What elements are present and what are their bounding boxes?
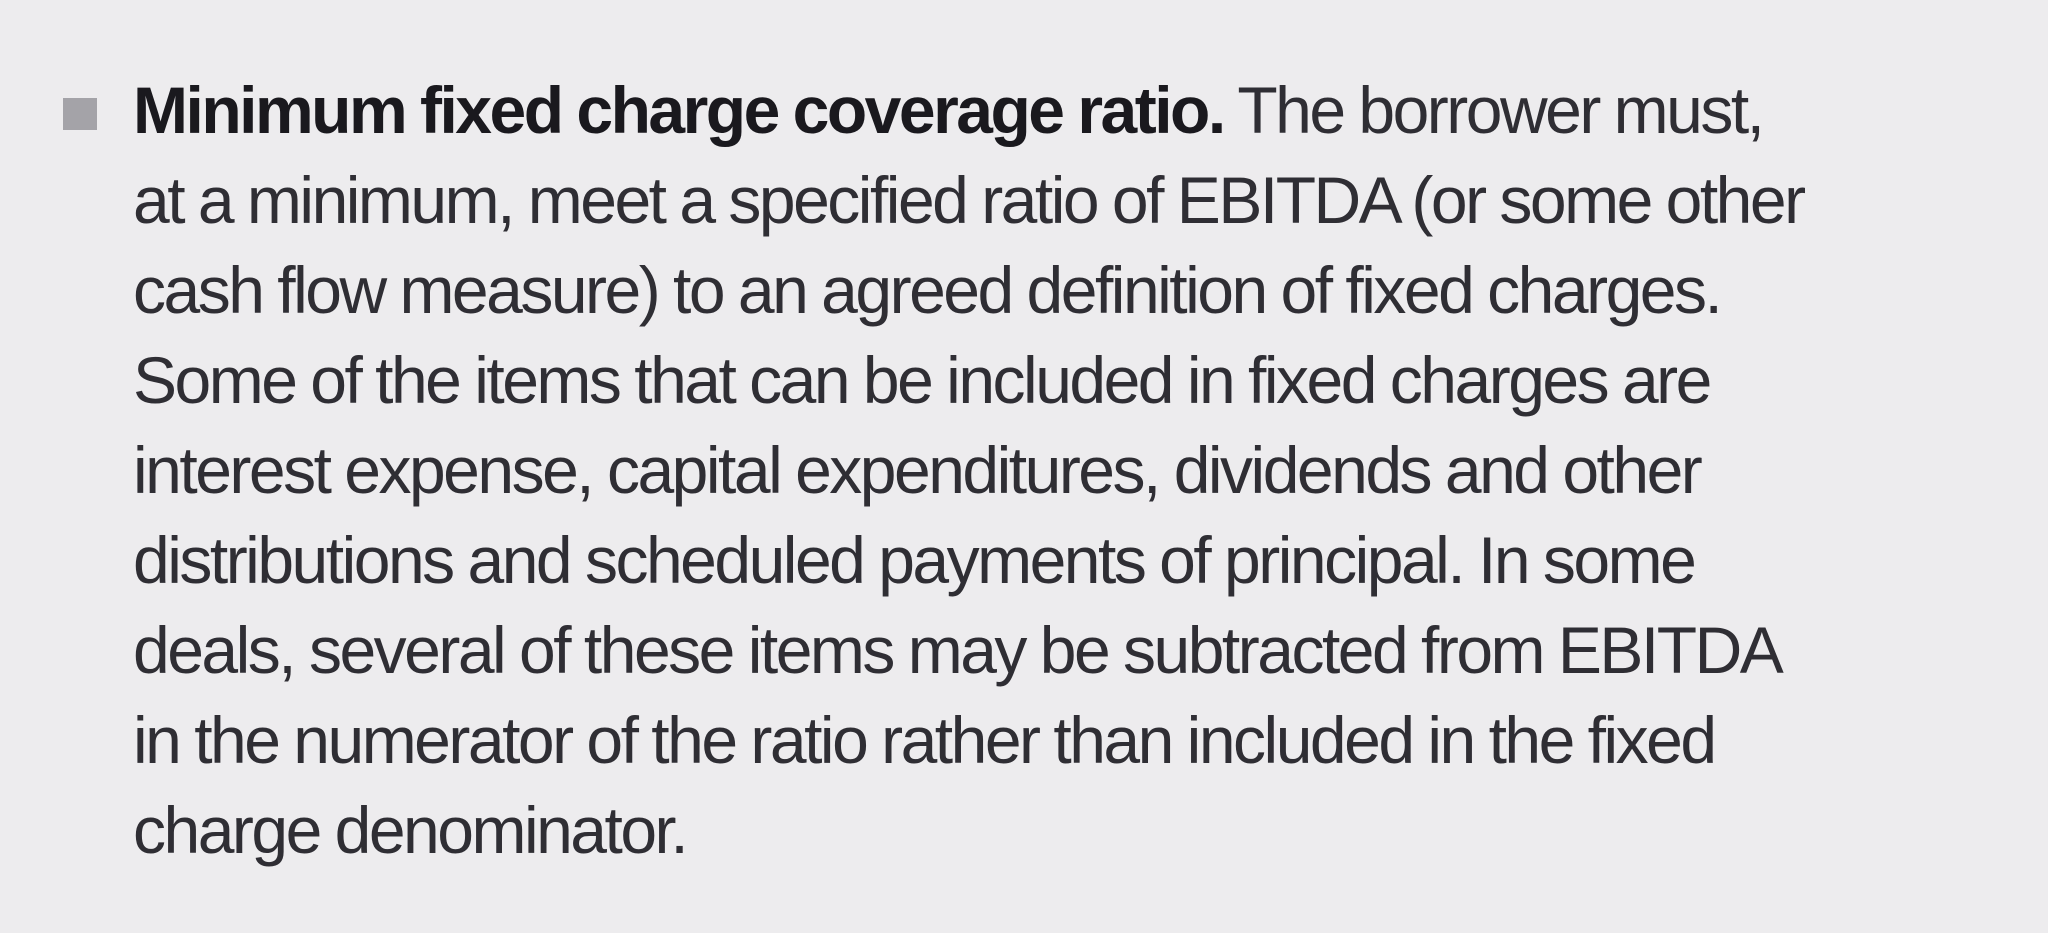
paragraph-line-1 bbox=[133, 65, 2018, 155]
paragraph-line-9: charge denominator. bbox=[133, 793, 687, 867]
paragraph-line-2: at a minimum, meet a specified ratio of EBITDA (or some other bbox=[133, 163, 1804, 237]
run-in-heading: Minimum fixed charge coverage ratio. bbox=[133, 73, 1224, 147]
paragraph-line-3: cash flow measure) to an agreed definition of fixed charges. bbox=[133, 253, 1721, 327]
paragraph-line-8: in the numerator of the ratio rather than included in the fixed bbox=[133, 703, 1715, 777]
square-bullet-icon bbox=[63, 98, 97, 130]
paragraph-line-1-text: The borrower must, bbox=[1223, 73, 1763, 147]
paragraph-line-7: deals, several of these items may be subtracted from EBITDA bbox=[133, 613, 1782, 687]
paragraph-line-5: interest expense, capital expenditures, dividends and other bbox=[133, 433, 1701, 507]
paragraph-line-4: Some of the items that can be included in fixed charges are bbox=[133, 343, 1710, 417]
paragraph-line-6: distributions and scheduled payments of principal. In some bbox=[133, 523, 1695, 597]
